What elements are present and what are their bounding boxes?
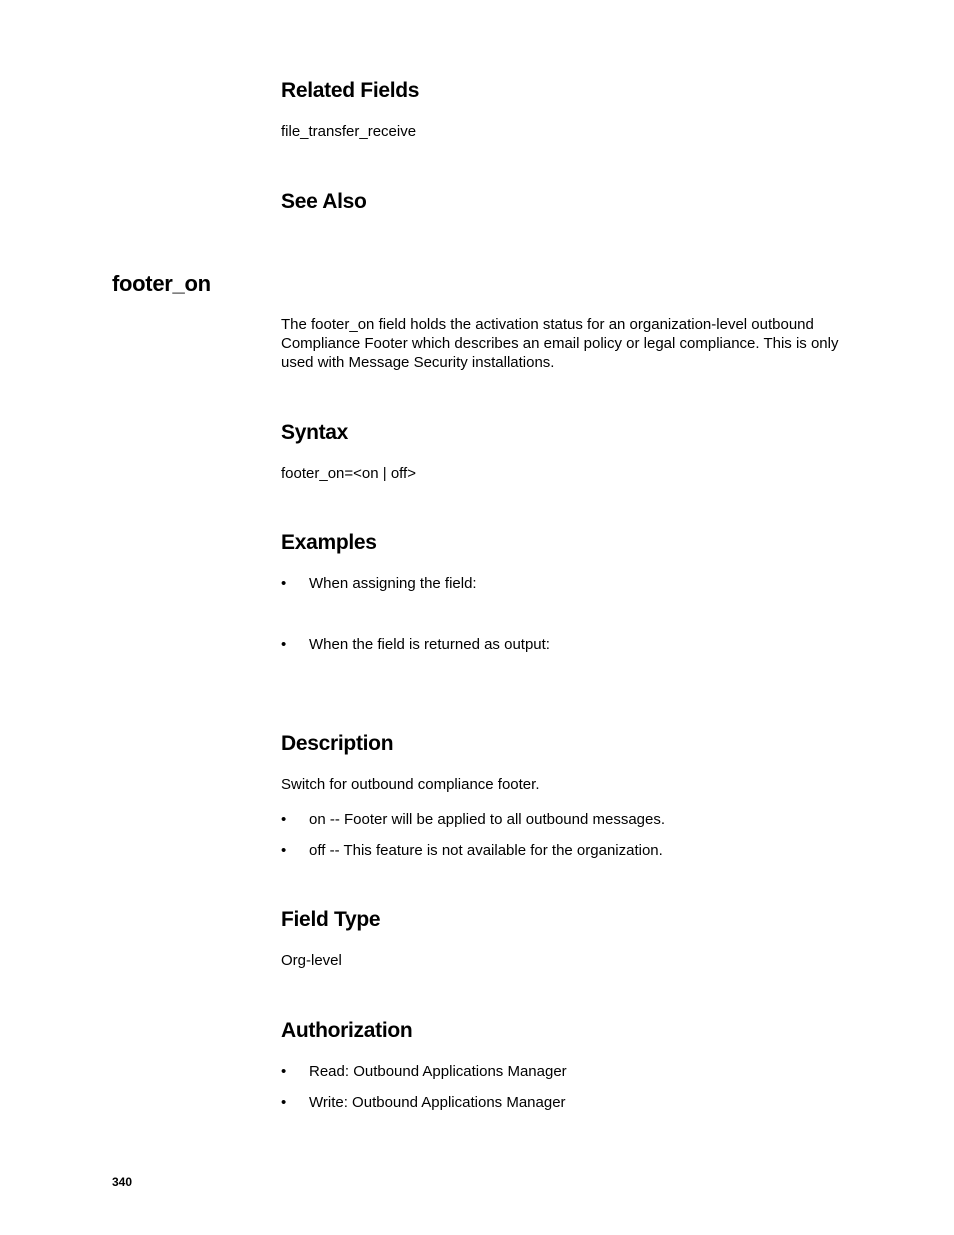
see-also-heading: See Also: [281, 190, 367, 213]
syntax-value: footer_on=<on | off>: [281, 465, 416, 482]
description-item-text: on -- Footer will be applied to all outbound messages.: [309, 811, 666, 828]
authorization-item-text: Write: Outbound Applications Manager: [309, 1094, 566, 1111]
bullet-icon: •: [281, 575, 287, 592]
bullet-icon: •: [281, 811, 287, 828]
description-heading: Description: [281, 732, 394, 755]
bullet-icon: •: [281, 1063, 287, 1080]
field-type-heading: Field Type: [281, 908, 381, 931]
examples-heading: Examples: [281, 531, 377, 554]
authorization-heading: Authorization: [281, 1019, 413, 1042]
bullet-icon: •: [281, 636, 287, 653]
example-item-text: When assigning the field:: [309, 575, 477, 592]
authorization-item-text: Read: Outbound Applications Manager: [309, 1063, 567, 1080]
description-item-text: off -- This feature is not available for the organization.: [309, 842, 663, 859]
bullet-icon: •: [281, 1094, 287, 1111]
example-item-text: When the field is returned as output:: [309, 636, 550, 653]
bullet-icon: •: [281, 842, 287, 859]
related-fields-heading: Related Fields: [281, 79, 420, 102]
related-fields-value: file_transfer_receive: [281, 123, 417, 140]
field-intro-paragraph: The footer_on field holds the activation status for an organization-level outbound Compliance Footer which describes an email policy or legal compliance. This is only used with Message Security installations.: [281, 316, 839, 371]
description-text: Switch for outbound compliance footer.: [281, 776, 540, 793]
field-type-value: Org-level: [281, 952, 342, 969]
field-title: footer_on: [112, 271, 211, 296]
page-number: 340: [112, 1175, 133, 1189]
syntax-heading: Syntax: [281, 421, 349, 444]
